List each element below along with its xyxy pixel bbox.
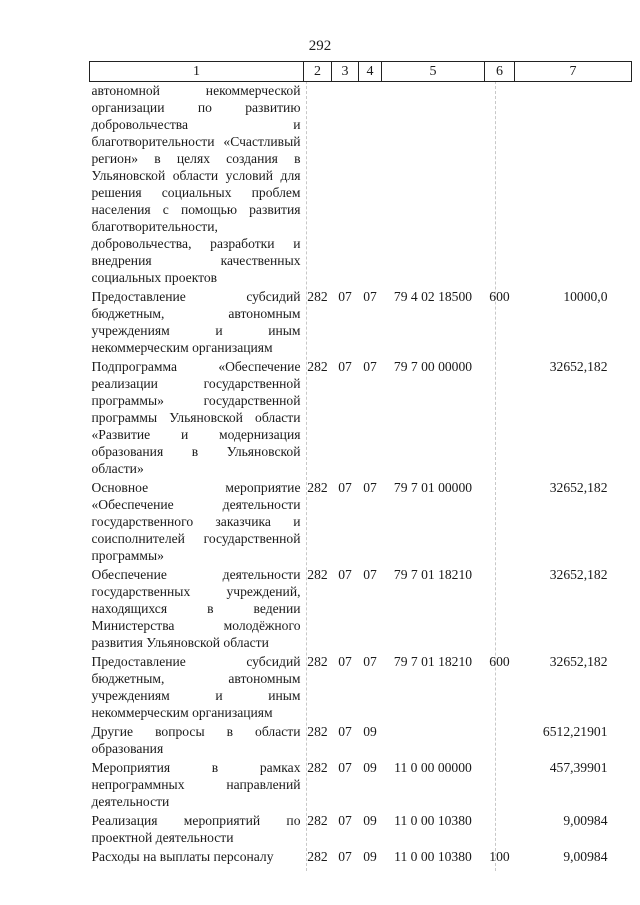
row-expense-type [485,812,515,848]
column-header-2: 2 [304,62,332,82]
row-description: Предоставление субсидий бюджетным, автономным учреждениям и иным некоммерческим организациям [91,654,301,720]
row-section [332,82,359,289]
row-section: 07 [338,480,352,495]
row-subsection: 09 [363,724,377,739]
row-target-article: 11 0 00 10380 [394,813,472,828]
row-amount: 10000,0 [563,289,608,304]
row-section: 07 [338,849,352,864]
header-row [90,62,632,82]
row-expense-type [485,723,515,759]
row-ministry-code: 282 [307,813,328,828]
table-row [90,566,632,653]
row-description: Другие вопросы в области образования [91,724,301,756]
table-row [90,723,632,759]
row-amount: 32652,182 [549,359,608,374]
row-description: Мероприятия в рамках непрограммных направлений деятельности [91,760,301,809]
row-expense-type [485,82,515,289]
row-subsection: 09 [363,760,377,775]
table-row [90,358,632,479]
row-description: Основное мероприятие «Обеспечение деятельности государственного заказчика и соисполнителей государственной программы» [91,480,301,563]
row-target-article [382,723,485,759]
row-section: 07 [338,654,352,669]
row-expense-type [485,566,515,653]
row-subsection: 07 [363,289,377,304]
table-row [90,848,632,867]
row-ministry-code: 282 [307,849,328,864]
row-amount: 32652,182 [549,567,608,582]
row-expense-type: 600 [489,289,510,304]
row-target-article: 79 7 01 18210 [393,567,473,582]
row-section: 07 [338,724,352,739]
row-target-article: 79 7 01 18210 [393,654,473,669]
row-description: Реализация мероприятий по проектной деятельности [91,813,301,845]
row-ministry-code: 282 [307,289,328,304]
row-target-article: 11 0 00 10380 [394,849,472,864]
table-row [90,82,632,289]
row-expense-type: 100 [489,849,510,864]
row-ministry-code: 282 [307,567,328,582]
table-row [90,479,632,566]
column-header-3: 3 [332,62,359,82]
row-ministry-code: 282 [307,480,328,495]
page-number: 292 [308,38,332,54]
row-amount: 457,39901 [549,760,608,775]
row-ministry-code [304,82,332,289]
row-subsection: 07 [363,567,377,582]
row-ministry-code: 282 [307,760,328,775]
row-expense-type [485,358,515,479]
row-amount: 6512,21901 [542,724,608,739]
table-row [90,288,632,358]
row-amount [515,82,632,289]
row-ministry-code: 282 [307,359,328,374]
row-description: Предоставление субсидий бюджетным, автономным учреждениям и иным некоммерческим организациям [91,289,301,355]
row-section: 07 [338,567,352,582]
row-target-article: 79 4 02 18500 [393,289,473,304]
row-expense-type: 600 [489,654,510,669]
row-expense-type [485,479,515,566]
row-section: 07 [338,359,352,374]
row-section: 07 [338,760,352,775]
column-header-1: 1 [90,62,304,82]
row-subsection: 09 [363,849,377,864]
row-expense-type [485,759,515,812]
row-subsection: 07 [363,359,377,374]
table-row [90,653,632,723]
row-subsection [359,82,382,289]
row-amount: 9,00984 [563,849,608,864]
table-row [90,812,632,848]
column-header-7: 7 [515,62,632,82]
budget-table [89,61,632,867]
row-description: Обеспечение деятельности государственных учреждений, находящихся в ведении Министерства молодёжного развития Ульяновской области [91,567,301,650]
row-description: Расходы на выплаты персоналу [91,849,274,864]
row-description: Подпрограмма «Обеспечение реализации государственной программы» государственной программы Ульяновской области «Развитие и модернизация образования в Ульяновской области» [91,359,301,476]
row-target-article: 79 7 00 00000 [393,359,473,374]
row-section: 07 [338,289,352,304]
row-subsection: 09 [363,813,377,828]
row-subsection: 07 [363,654,377,669]
row-section: 07 [338,813,352,828]
row-target-article [382,82,485,289]
row-description: автономной некоммерческой организации по развитию добровольчества и благотворительности «Счастливый регион» в целях создания в Ульяновской области условий для решения социальных проблем населения с помощью развития благотворительности, добровольчества, разработки и внедрения качественных социальных проектов [91,83,301,285]
column-header-4: 4 [359,62,382,82]
table-row [90,759,632,812]
row-target-article: 11 0 00 00000 [394,760,472,775]
row-target-article: 79 7 01 00000 [393,480,473,495]
row-ministry-code: 282 [307,654,328,669]
row-ministry-code: 282 [307,724,328,739]
row-subsection: 07 [363,480,377,495]
column-header-6: 6 [485,62,515,82]
row-amount: 32652,182 [549,654,608,669]
column-header-5: 5 [382,62,485,82]
row-amount: 9,00984 [563,813,608,828]
row-amount: 32652,182 [549,480,608,495]
